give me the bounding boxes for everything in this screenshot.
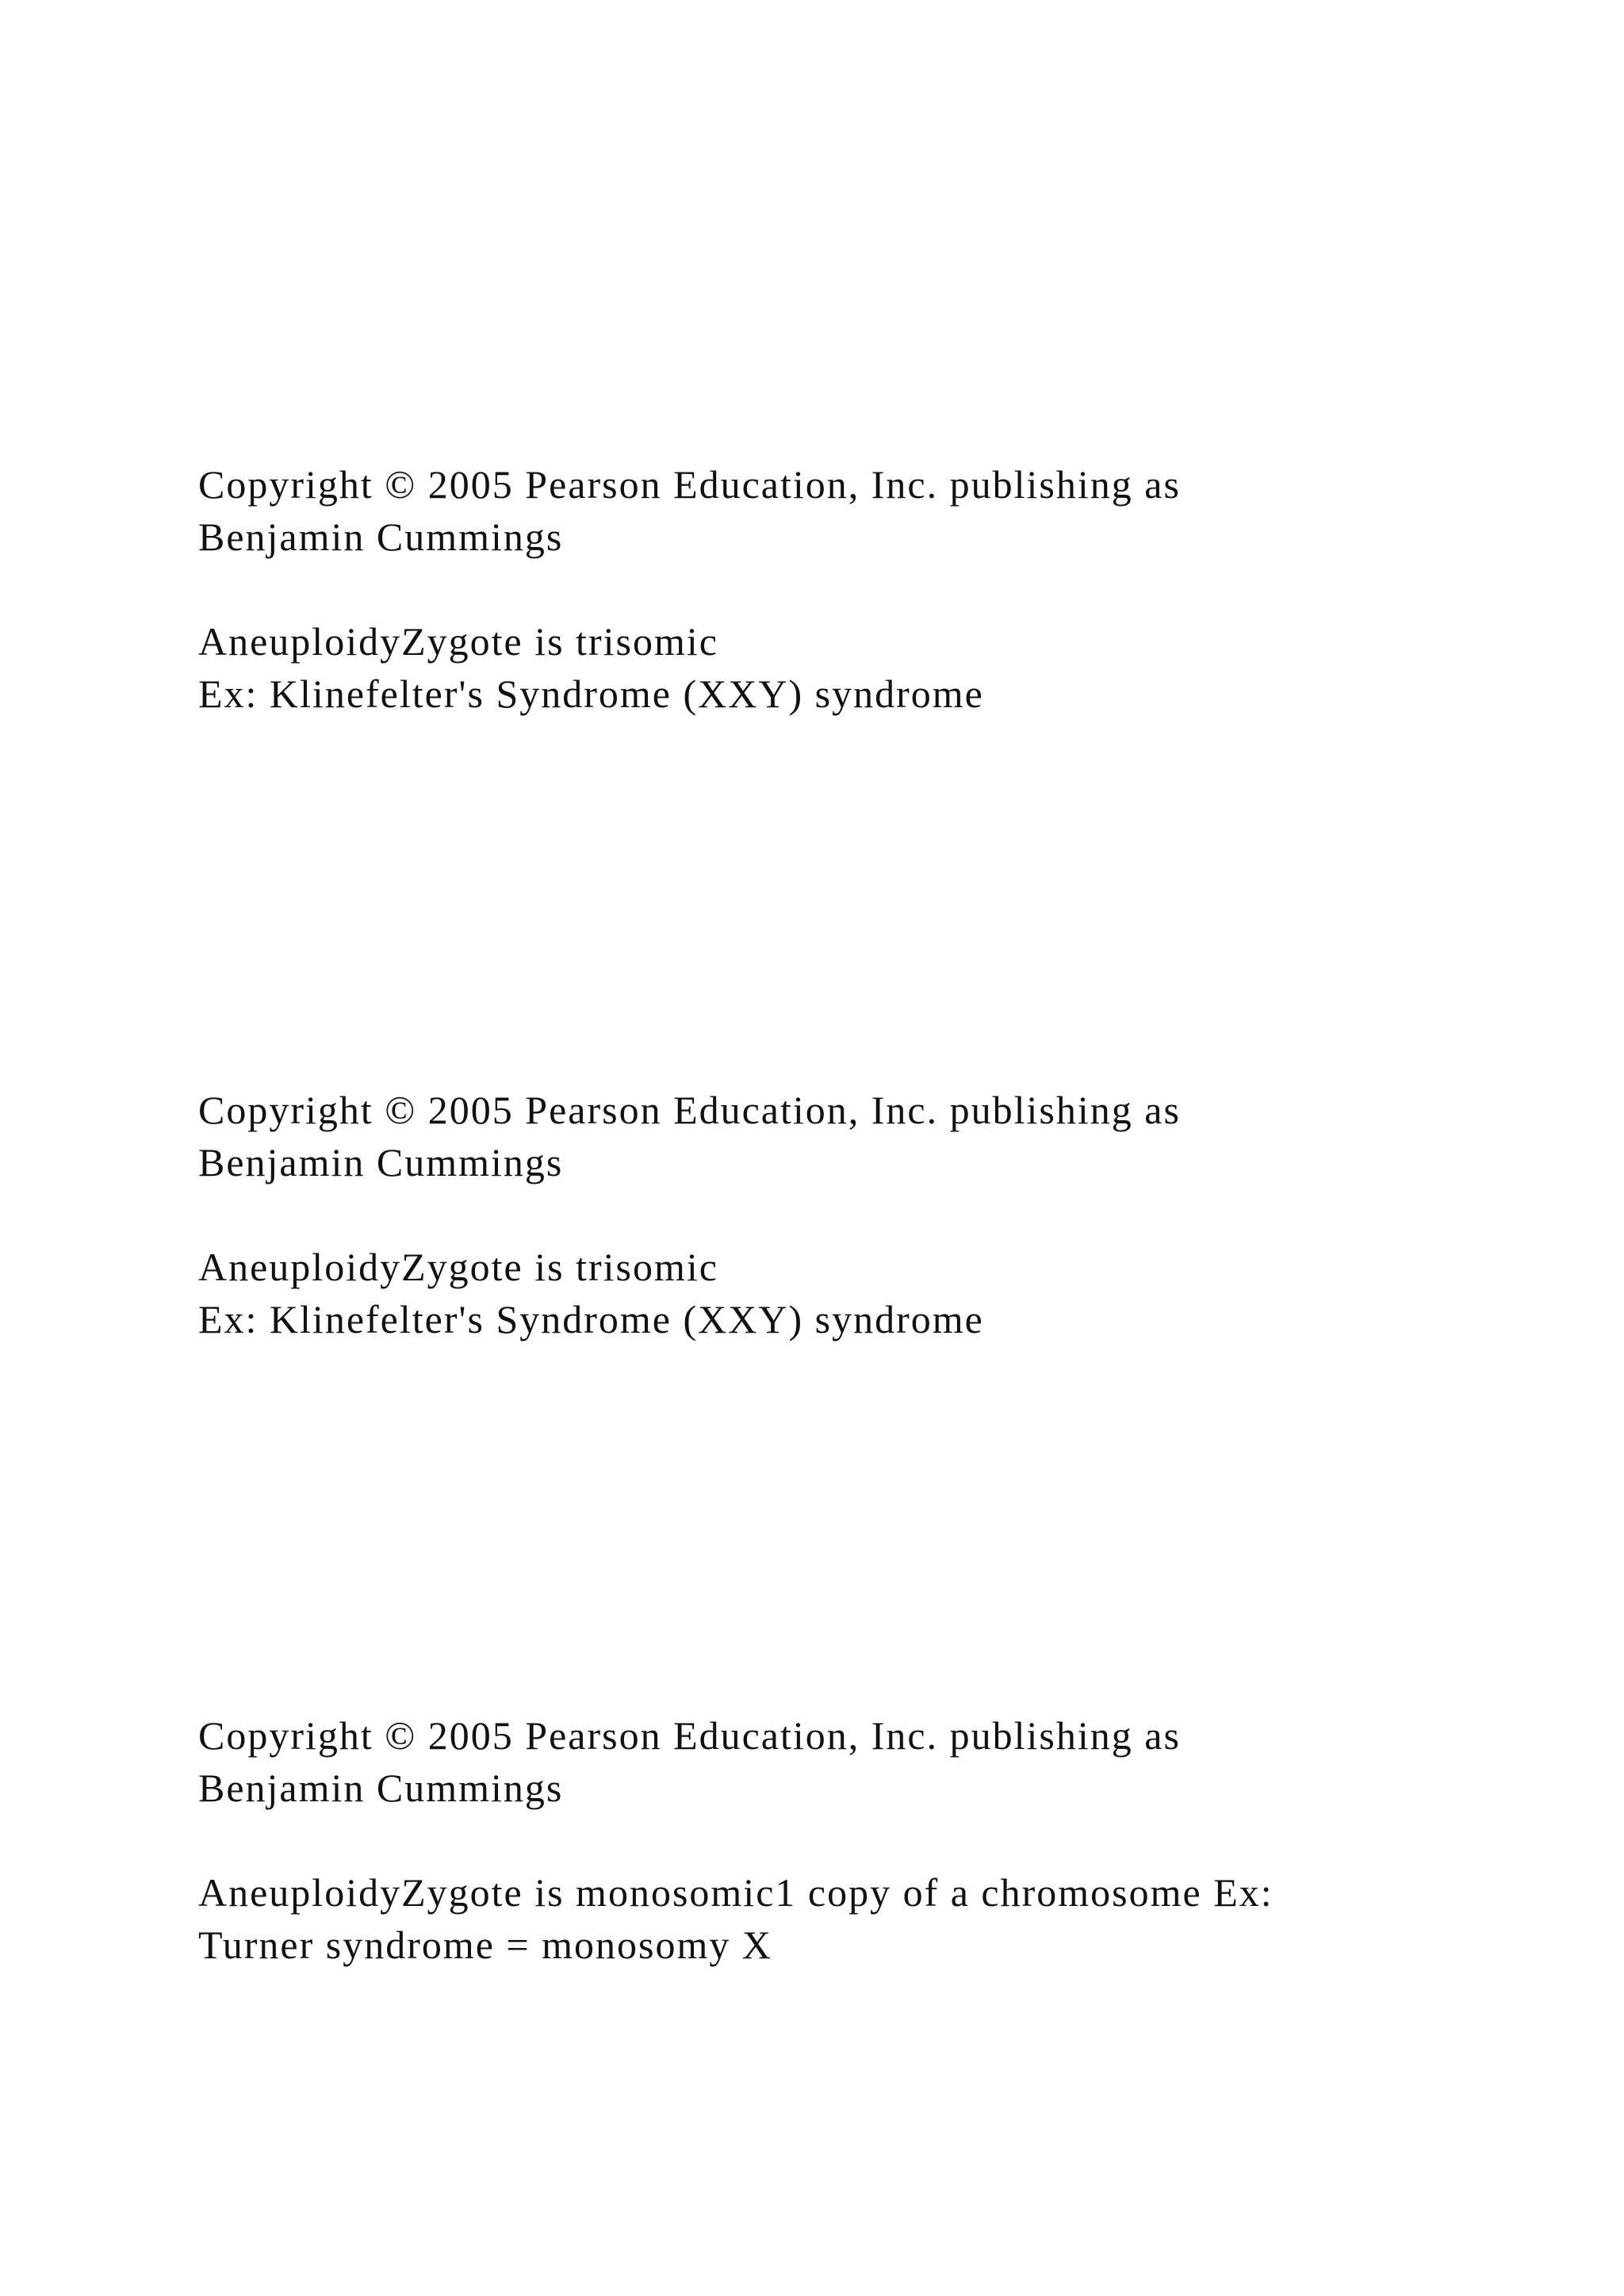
body-line: Turner syndrome = monosomy X <box>198 1923 773 1967</box>
copyright-line: Copyright © 2005 Pearson Education, Inc. publishing as <box>198 462 1181 507</box>
paragraph-gap <box>198 1814 1507 1866</box>
body-line: AneuploidyZygote is trisomic <box>198 619 718 664</box>
paragraph-gap <box>198 563 1507 615</box>
body-line: AneuploidyZygote is monosomic1 copy of a chromosome Ex: <box>198 1870 1274 1915</box>
copyright-line: Copyright © 2005 Pearson Education, Inc. publishing as <box>198 1088 1181 1132</box>
paragraph-gap <box>198 1188 1507 1241</box>
body-line: Ex: Klinefelter's Syndrome (XXY) syndrome <box>198 1297 984 1341</box>
slide-text-block-3 <box>198 1709 1507 1971</box>
body-line: AneuploidyZygote is trisomic <box>198 1245 718 1289</box>
publisher-line: Benjamin Cummings <box>198 515 564 559</box>
slide-text-block-2 <box>198 1084 1507 1345</box>
slide-text-block-1 <box>198 458 1507 720</box>
copyright-line: Copyright © 2005 Pearson Education, Inc. publishing as <box>198 1713 1181 1758</box>
publisher-line: Benjamin Cummings <box>198 1766 564 1810</box>
publisher-line: Benjamin Cummings <box>198 1140 564 1184</box>
body-line: Ex: Klinefelter's Syndrome (XXY) syndrome <box>198 672 984 716</box>
